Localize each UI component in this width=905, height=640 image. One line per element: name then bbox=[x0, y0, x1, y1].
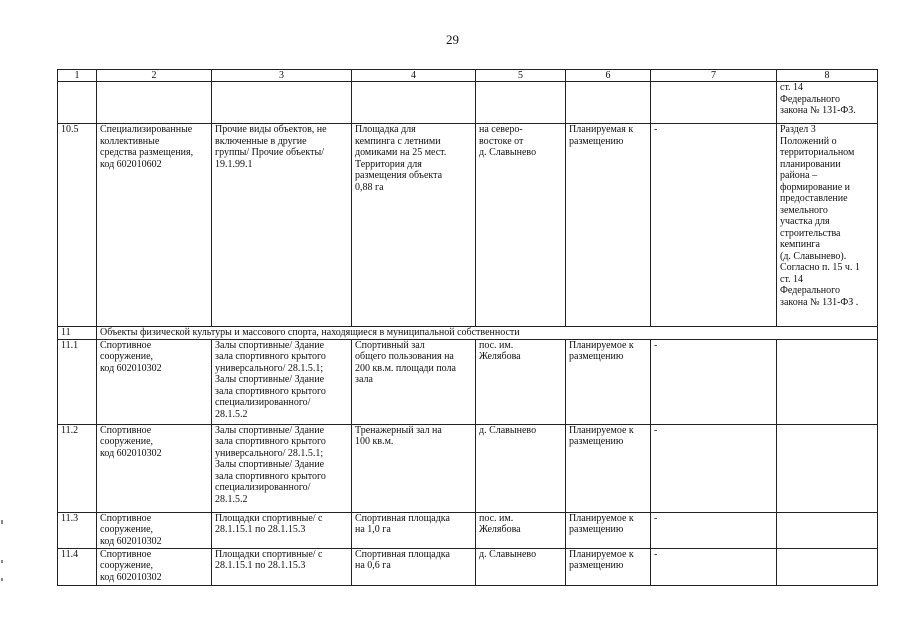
cell-line: Планируемое к bbox=[569, 339, 634, 351]
object-purpose bbox=[97, 548, 212, 585]
cell-line: Площадки спортивные/ с bbox=[215, 512, 323, 524]
cell-line: Спортивный зал bbox=[355, 339, 425, 351]
cell-line: Федерального bbox=[780, 93, 841, 105]
cell-line: Планируемое к bbox=[569, 512, 634, 524]
cell-line: специализированного/ bbox=[215, 397, 311, 408]
object-status bbox=[566, 512, 651, 548]
table-row bbox=[58, 124, 878, 327]
cell-line: сооружение, bbox=[100, 436, 154, 447]
cell-line: размещения объекта bbox=[355, 170, 443, 181]
cell-line: земельного bbox=[780, 204, 828, 216]
cell-line: группы/ Прочие объекты/ bbox=[215, 147, 324, 158]
cell-line: код 602010302 bbox=[100, 571, 162, 583]
zone-info: - bbox=[651, 548, 777, 585]
cell-line: кемпинга bbox=[780, 239, 820, 250]
cell-line: строительства bbox=[780, 227, 841, 239]
cell-line: на 1,0 га bbox=[355, 524, 391, 535]
cell-line: зала bbox=[355, 374, 373, 385]
page-number: 29 bbox=[446, 32, 459, 47]
cell-line: закона № 131-ФЗ . bbox=[780, 296, 859, 308]
cell-line: коллективные bbox=[100, 135, 160, 147]
cell-line: домиками на 25 мест. bbox=[355, 147, 447, 158]
table-row bbox=[58, 548, 878, 585]
object-location bbox=[476, 339, 566, 424]
cell-line: Территория для bbox=[355, 158, 422, 170]
cell-line: размещению bbox=[569, 351, 624, 362]
item-number: 10.5 bbox=[58, 124, 97, 327]
cell-line: Желябова bbox=[479, 524, 521, 535]
column-number-header: 2 bbox=[97, 70, 212, 82]
object-purpose bbox=[97, 82, 212, 124]
cell-line: Площадка для bbox=[355, 124, 416, 135]
cell-line: Спортивная площадка bbox=[355, 548, 450, 560]
cell-line: размещению bbox=[569, 135, 624, 147]
column-number-header: 4 bbox=[352, 70, 476, 82]
cell-line: Залы спортивные/ Здание bbox=[215, 374, 325, 385]
object-purpose bbox=[97, 512, 212, 548]
basis-note bbox=[777, 548, 878, 585]
object-location bbox=[476, 82, 566, 124]
basis-note bbox=[777, 339, 878, 424]
cell-line: формирование и bbox=[780, 181, 851, 193]
object-status bbox=[566, 124, 651, 327]
cell-line: универсального/ 28.1.5.1; bbox=[215, 447, 324, 459]
object-status bbox=[566, 82, 651, 124]
cell-line: зала спортивного крытого bbox=[215, 351, 326, 362]
cell-line: код 602010602 bbox=[100, 158, 162, 170]
table-row bbox=[58, 82, 878, 124]
object-characteristics bbox=[352, 548, 476, 585]
cell-line: Планируемое к bbox=[569, 548, 634, 560]
cell-line: востоке от bbox=[479, 135, 524, 147]
zone-info: - bbox=[651, 339, 777, 424]
object-type bbox=[212, 548, 352, 585]
cell-line: сооружение, bbox=[100, 524, 154, 535]
cell-line: кемпинга с летними bbox=[355, 135, 441, 147]
cell-line: (д. Славынево). bbox=[780, 250, 847, 262]
item-number bbox=[58, 82, 97, 124]
cell-line: Желябова bbox=[479, 351, 521, 362]
cell-line: Раздел 3 bbox=[780, 124, 816, 135]
item-number: 11.1 bbox=[58, 339, 97, 424]
cell-line: Планируемая к bbox=[569, 124, 634, 135]
item-number: 11.3 bbox=[58, 512, 97, 548]
cell-line: размещению bbox=[569, 436, 624, 447]
cell-line: специализированного/ bbox=[215, 482, 311, 493]
cell-line: Площадки спортивные/ с bbox=[215, 548, 323, 560]
object-purpose bbox=[97, 339, 212, 424]
cell-line: Планируемое к bbox=[569, 424, 634, 436]
header-row bbox=[58, 70, 878, 82]
cell-line: 28.1.5.2 bbox=[215, 493, 248, 505]
cell-line: Спортивная площадка bbox=[355, 512, 450, 524]
column-number-header: 8 bbox=[777, 70, 878, 82]
cell-line: 28.1.5.2 bbox=[215, 408, 248, 420]
cell-line: сооружение, bbox=[100, 351, 154, 362]
cell-line: 28.1.15.1 по 28.1.15.3 bbox=[215, 560, 306, 571]
object-characteristics bbox=[352, 124, 476, 327]
cell-line: код 602010302 bbox=[100, 535, 162, 547]
object-type bbox=[212, 512, 352, 548]
cell-line: Спортивное bbox=[100, 512, 152, 524]
object-location bbox=[476, 512, 566, 548]
column-number-header: 5 bbox=[476, 70, 566, 82]
scan-edge-mark bbox=[1, 520, 3, 524]
cell-line: планировании bbox=[780, 158, 841, 170]
zone-info: - bbox=[651, 512, 777, 548]
object-characteristics bbox=[352, 512, 476, 548]
cell-line: Федерального bbox=[780, 285, 841, 296]
scan-edge-mark bbox=[1, 560, 3, 563]
cell-line: Согласно п. 15 ч. 1 bbox=[780, 262, 860, 273]
table-row bbox=[58, 424, 878, 512]
object-type bbox=[212, 339, 352, 424]
object-location bbox=[476, 548, 566, 585]
cell-line: зала спортивного крытого bbox=[215, 436, 326, 447]
cell-line: Спортивное bbox=[100, 339, 152, 351]
basis-note bbox=[777, 124, 878, 327]
cell-line: 0,88 га bbox=[355, 181, 384, 193]
section-title: Объекты физической культуры и массового спорта, находящиеся в муниципальной собственности bbox=[97, 327, 878, 340]
object-status bbox=[566, 548, 651, 585]
object-type bbox=[212, 82, 352, 124]
cell-line: размещению bbox=[569, 524, 624, 535]
table-row bbox=[58, 512, 878, 548]
zone-info bbox=[651, 82, 777, 124]
document-table bbox=[57, 69, 878, 586]
cell-line: общего пользования на bbox=[355, 351, 454, 362]
item-number: 11.4 bbox=[58, 548, 97, 585]
cell-line: зала спортивного крытого bbox=[215, 470, 326, 482]
object-purpose bbox=[97, 424, 212, 512]
column-number-header: 6 bbox=[566, 70, 651, 82]
cell-line: д. Славынево bbox=[479, 424, 537, 436]
cell-line: Специализированные bbox=[100, 124, 193, 135]
cell-line: 19.1.99.1 bbox=[215, 158, 253, 170]
object-location bbox=[476, 124, 566, 327]
object-type bbox=[212, 424, 352, 512]
cell-line: сооружение, bbox=[100, 560, 154, 571]
object-location bbox=[476, 424, 566, 512]
basis-note bbox=[777, 424, 878, 512]
cell-line: предоставление bbox=[780, 193, 848, 204]
object-characteristics bbox=[352, 424, 476, 512]
cell-line: Залы спортивные/ Здание bbox=[215, 424, 325, 436]
cell-line: д. Славынево bbox=[479, 147, 537, 158]
object-status bbox=[566, 339, 651, 424]
object-purpose bbox=[97, 124, 212, 327]
cell-line: пос. им. bbox=[479, 512, 514, 524]
cell-line: ст. 14 bbox=[780, 273, 804, 285]
basis-note bbox=[777, 512, 878, 548]
column-number-header: 1 bbox=[58, 70, 97, 82]
cell-line: 100 кв.м. bbox=[355, 436, 394, 447]
cell-line: код 602010302 bbox=[100, 362, 162, 374]
cell-line: района – bbox=[780, 170, 818, 181]
column-number-header: 7 bbox=[651, 70, 777, 82]
cell-line: Прочие виды объектов, не bbox=[215, 124, 327, 135]
cell-line: д. Славынево bbox=[479, 548, 537, 560]
zone-info: - bbox=[651, 424, 777, 512]
cell-line: Спортивное bbox=[100, 548, 152, 560]
zone-info: - bbox=[651, 124, 777, 327]
cell-line: территориальном bbox=[780, 147, 855, 158]
cell-line: Спортивное bbox=[100, 424, 152, 436]
cell-line: 28.1.15.1 по 28.1.15.3 bbox=[215, 524, 306, 535]
object-characteristics bbox=[352, 339, 476, 424]
cell-line: 200 кв.м. площади пола bbox=[355, 362, 456, 374]
cell-line: Положений о bbox=[780, 135, 837, 147]
basis-note bbox=[777, 82, 878, 124]
cell-line: зала спортивного крытого bbox=[215, 385, 326, 397]
cell-line: на северо- bbox=[479, 124, 523, 135]
cell-line: на 0,6 га bbox=[355, 560, 391, 571]
table-row bbox=[58, 339, 878, 424]
cell-line: размещению bbox=[569, 560, 624, 571]
cell-line: универсального/ 28.1.5.1; bbox=[215, 362, 324, 374]
cell-line: средства размещения, bbox=[100, 147, 194, 158]
cell-line: пос. им. bbox=[479, 339, 514, 351]
object-characteristics bbox=[352, 82, 476, 124]
object-type bbox=[212, 124, 352, 327]
cell-line: ст. 14 bbox=[780, 82, 804, 93]
object-status bbox=[566, 424, 651, 512]
cell-line: закона № 131-ФЗ. bbox=[780, 105, 856, 116]
item-number: 11.2 bbox=[58, 424, 97, 512]
cell-line: включенные в другие bbox=[215, 135, 307, 147]
section-row bbox=[58, 327, 878, 340]
cell-line: Залы спортивные/ Здание bbox=[215, 339, 325, 351]
cell-line: Залы спортивные/ Здание bbox=[215, 459, 325, 470]
cell-line: код 602010302 bbox=[100, 447, 162, 459]
cell-line: Тренажерный зал на bbox=[355, 424, 442, 436]
scan-edge-mark bbox=[1, 578, 3, 581]
cell-line: участка для bbox=[780, 216, 830, 227]
section-number: 11 bbox=[58, 327, 97, 340]
column-number-header: 3 bbox=[212, 70, 352, 82]
